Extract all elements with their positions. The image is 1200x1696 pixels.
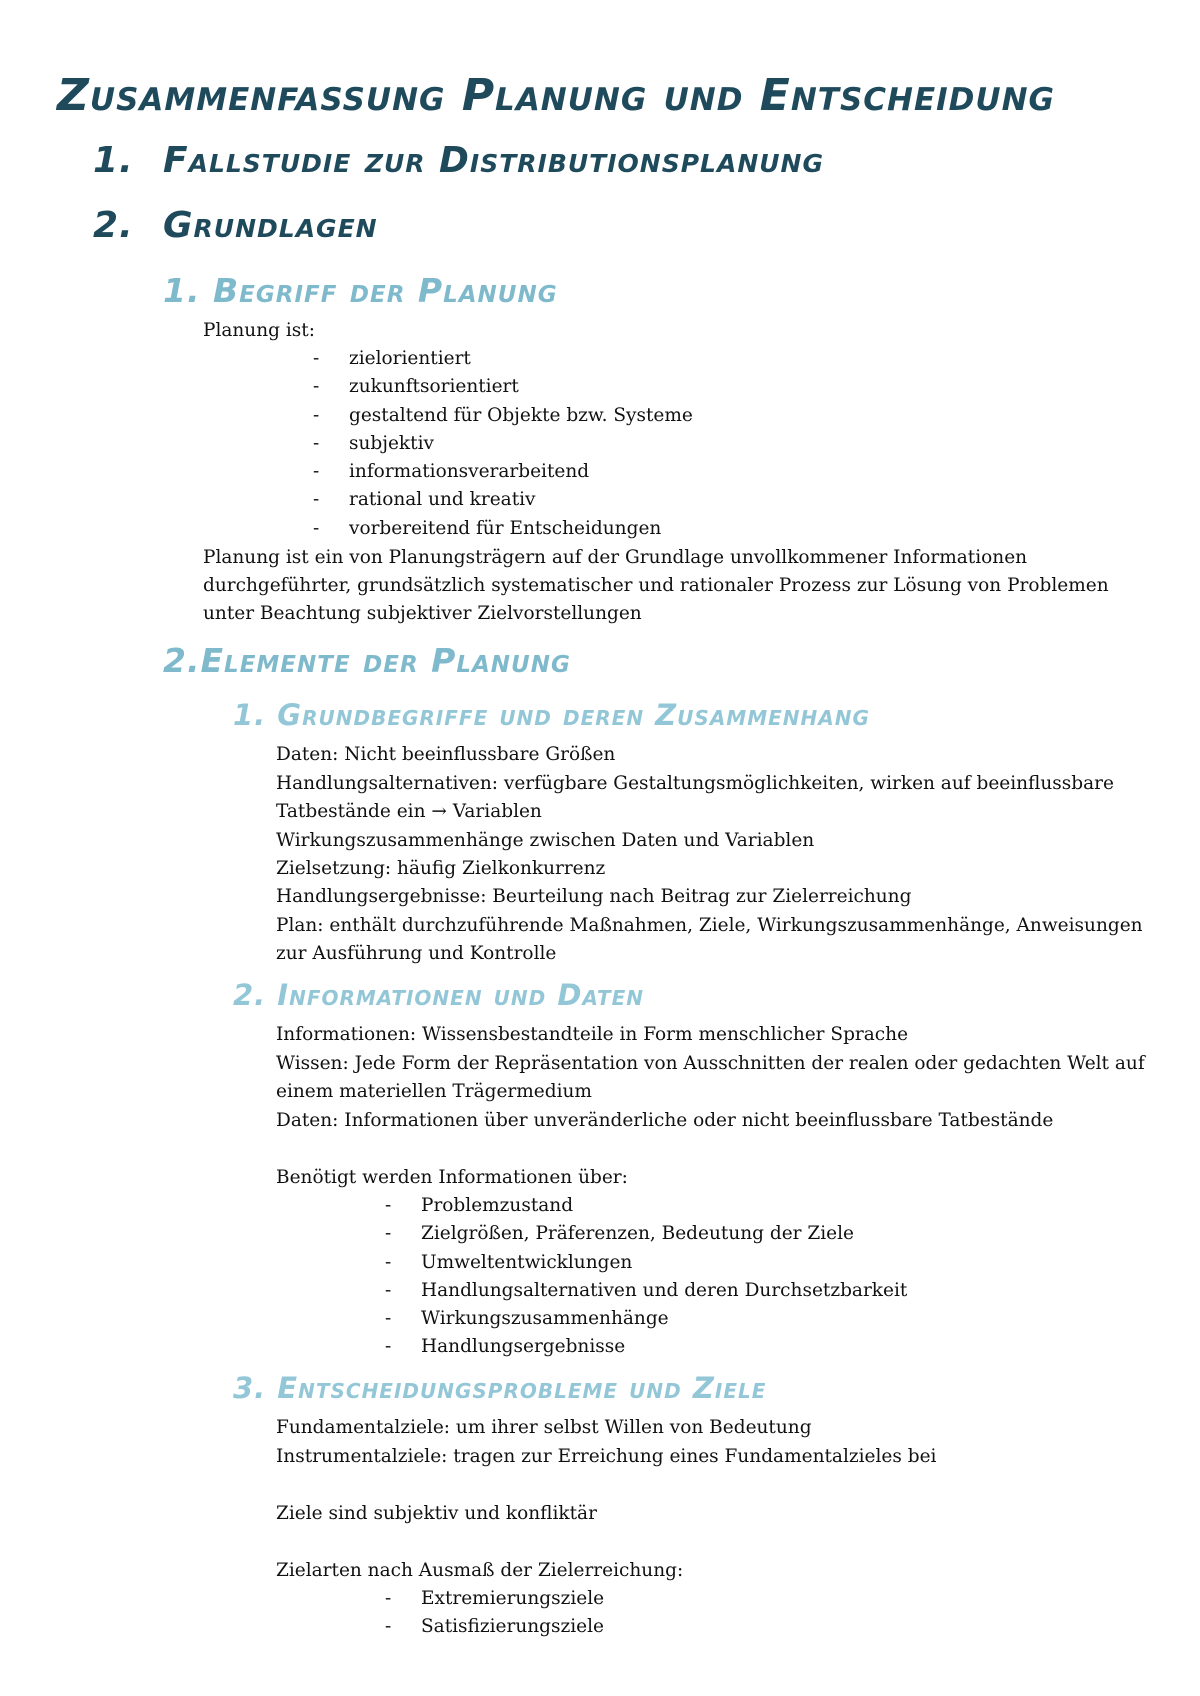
definition-line: Planung ist ein von Planungsträgern auf der Grundlage unvollkommener Informationen — [203, 547, 1028, 568]
section-number: 2. — [93, 205, 134, 246]
section-title: Grundlagen — [163, 205, 378, 246]
text-line: Handlungsergebnisse: Beurteilung nach Beitrag zur Zielerreichung — [276, 886, 912, 907]
text-line: Daten: Nicht beeinflussbare Größen — [276, 744, 616, 765]
text-line: Fundamentalziele: um ihrer selbst Willen von Bedeutung — [276, 1417, 812, 1438]
text-line: zur Ausführung und Kontrolle — [276, 943, 557, 964]
intro-text: Benötigt werden Informationen über: — [276, 1167, 628, 1188]
text-line: Handlungsalternativen: verfügbare Gestaltungsmöglichkeiten, wirken auf beeinflussbare — [276, 773, 1114, 794]
intro-text: Planung ist: — [203, 320, 315, 341]
text-line: Informationen: Wissensbestandteile in Form menschlicher Sprache — [276, 1024, 909, 1045]
text-line: einem materiellen Trägermedium — [276, 1081, 592, 1102]
text-line: Wissen: Jede Form der Repräsentation von Ausschnitten der realen oder gedachten Welt auf — [276, 1053, 1145, 1074]
text-line: Tatbestände ein → Variablen — [276, 801, 542, 822]
subsection-heading-begriff: 1. Begriff der Planung — [163, 271, 558, 310]
subsubsection-heading-informationen: 2. Informationen und Daten — [233, 978, 645, 1012]
text-line: Wirkungszusammenhänge zwischen Daten und Variablen — [276, 830, 815, 851]
section-number: 1. — [93, 140, 134, 181]
document-page: Zusammenfassung Planung und Entscheidung 1. Fallstudie zur Distributionsplanung 2. Grundlagen 1. Begriff der Planung Planung ist: - zielorientiert - zukunftsorientiert - gestaltend für Objekte bzw. Systeme - subjektiv - informationsverarbeitend - rational und kreativ - vorbereitend für Entscheidungen Planung ist ein von Planungsträgern auf der Grundlage unvollkommener Informationen durchgeführter, grundsätzlich systematischer und rationaler Prozess zur Lösung von Problemen unter Beachtung subjektiver Zielvorstellungen 2.Elemente der Planung 1. Grundbegriffe und deren Zusammenhang Daten: Nicht beeinflussbare Größen Handlungsalternativen: verfügbare Gestaltungsmöglichkeiten, wirken auf beeinflussbare Tatbestände ein → Variablen Wirkungszusammenhänge zwischen Daten und Variablen Zielsetzung: häufig Zielkonkurrenz Handlungsergebnisse: Beurteilung nach Beitrag zur Zielerreichung Plan: enthält durchzuführende Maßnahmen, Ziele, Wirkungszusammenhänge, Anweisungen zur Ausführung und Kontrolle 2. Informationen und Daten Informationen: Wissensbestandteile in Form menschlicher Sprache Wissen: Jede Form der Repräsentation von Ausschnitten der realen oder gedachten Welt auf einem materiellen Trägermedium Daten: Informationen über unveränderliche oder nicht beeinflussbare Tatbestände Benötigt werden Informationen über: - Problemzustand - Zielgrößen, Präferenzen, Bedeutung der Ziele - Umweltentwicklungen - Handlungsalternativen und deren Durchsetzbarkeit - Wirkungszusammenhänge - Handlungsergebnisse 3. Entscheidungsprobleme und Ziele Fundamentalziele: um ihrer selbst Willen von Bedeutung Instrumentalziele: tragen zur Erreichung eines Fundamentalzieles bei Ziele sind subjektiv und konfliktär Zielarten nach Ausmaß der Zielerreichung: - Extremierungsziele - Satisfizierungsziele — [57, 70, 1145, 1638]
text-line: Ziele sind subjektiv und konfliktär — [276, 1503, 597, 1524]
text-line: Plan: enthält durchzuführende Maßnahmen, Ziele, Wirkungszusammenhänge, Anweisungen — [276, 915, 1143, 936]
subsubsection-heading-entscheidungsprobleme: 3. Entscheidungsprobleme und Ziele — [233, 1371, 767, 1405]
text-line: Daten: Informationen über unveränderliche oder nicht beeinflussbare Tatbestände — [276, 1110, 1054, 1131]
subsection-heading-elemente: 2.Elemente der Planung — [163, 641, 571, 680]
text-line: Instrumentalziele: tragen zur Erreichung eines Fundamentalzieles bei — [276, 1446, 937, 1467]
text-line: Zielsetzung: häufig Zielkonkurrenz — [276, 858, 606, 879]
definition-line: unter Beachtung subjektiver Zielvorstellungen — [203, 603, 642, 624]
intro-text: Zielarten nach Ausmaß der Zielerreichung: — [276, 1560, 684, 1581]
definition-line: durchgeführter, grundsätzlich systematischer und rationaler Prozess zur Lösung von Problemen — [203, 575, 1109, 596]
section-title: Fallstudie zur Distributionsplanung — [163, 140, 824, 181]
document-title: Zusammenfassung Planung und Entscheidung — [57, 70, 1055, 121]
subsubsection-heading-grundbegriffe: 1. Grundbegriffe und deren Zusammenhang — [233, 698, 870, 732]
